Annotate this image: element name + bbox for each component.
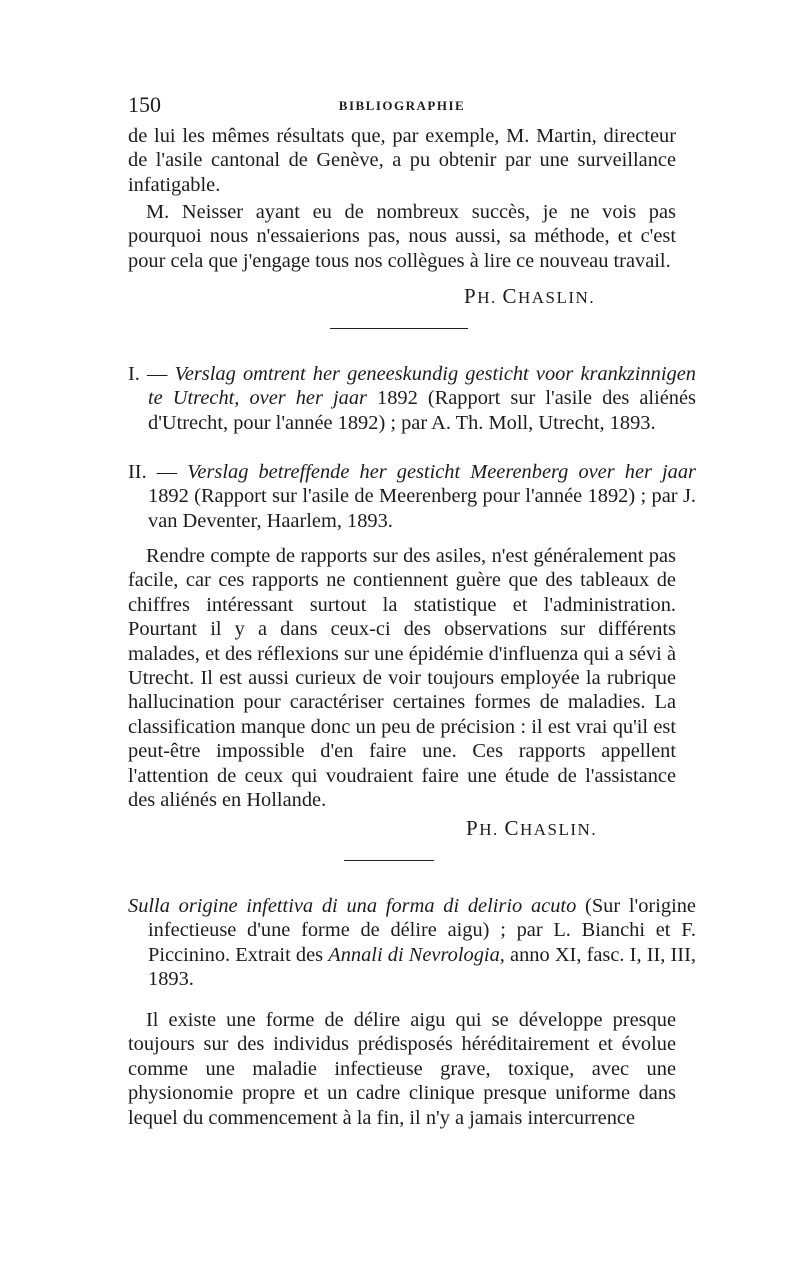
review2-entry-1: I. — Verslag omtrent her geneeskundig gesticht voor krankzinnigen te Utrecht, over her jaar 1892 (Rapport sur l'asile des aliénés d'Utrecht, pour l'année 1892) ; par A. Th. Moll, Utrecht, 1893. <box>128 363 696 434</box>
running-title: BIBLIOGRAPHIE <box>338 98 466 113</box>
review1-paragraph-2: M. Neisser ayant eu de nombreux succès, je ne vois pas pourquoi nous n'essaierions pas, nous aussi, sa méthode, et c'est pour cela que j'engage tous nos collègues à lire ce nouveau travail. <box>128 201 676 272</box>
page-number: 150 <box>128 92 161 117</box>
review3-citation: Sulla origine infettiva di una forma di delirio acuto (Sur l'origine infectieuse d'une forme de délire aigu) ; par L. Bianchi et F. Piccinino. Extrait des Annali di Nevrologia, anno XI, fasc. I, II, III, 1893. <box>128 895 696 991</box>
page-header <box>128 92 676 120</box>
review2-signature: PH. CHASLIN. <box>466 816 598 840</box>
review2-entry-2: II. — Verslag betreffende her gesticht Meerenberg over her jaar 1892 (Rapport sur l'asile de Meerenberg pour l'année 1892) ; par J. van Deventer, Haarlem, 1893. <box>128 461 696 532</box>
section-divider-2 <box>344 860 434 861</box>
review1-paragraph-1: de lui les mêmes résultats que, par exemple, M. Martin, directeur de l'asile cantonal de Genève, a pu obtenir par une surveillance infatigable. <box>128 125 676 196</box>
review2-body: Rendre compte de rapports sur des asiles, n'est généralement pas facile, car ces rapports ne contiennent guère que des tableaux de chiffres intéressant surtout la statistique et l'administration. Pourtant il y a dans ceux-ci des observations sur différents malades, et des réflexions sur une épidémie d'influenza qui a sévi à Utrecht. Il est aussi curieux de voir toujours employée la rubrique hallucination pour caractériser certaines formes de maladies. La classification manque donc un peu de précision : il est vrai qu'il est peut-être impossible d'en faire une. Ces rapports appellent l'attention de ceux qui voudraient faire une étude de l'assistance des aliénés en Hollande. <box>128 545 676 812</box>
section-divider-1 <box>330 328 468 329</box>
review3-body: Il existe une forme de délire aigu qui se développe presque toujours sur des individus prédisposés héréditairement et évolue comme une maladie infectieuse grave, toxique, avec une physionomie propre et un cadre clinique presque uniforme dans lequel du commencement à la fin, il n'y a jamais intercurrence <box>128 1009 676 1129</box>
review1-signature: PH. CHASLIN. <box>464 284 596 308</box>
